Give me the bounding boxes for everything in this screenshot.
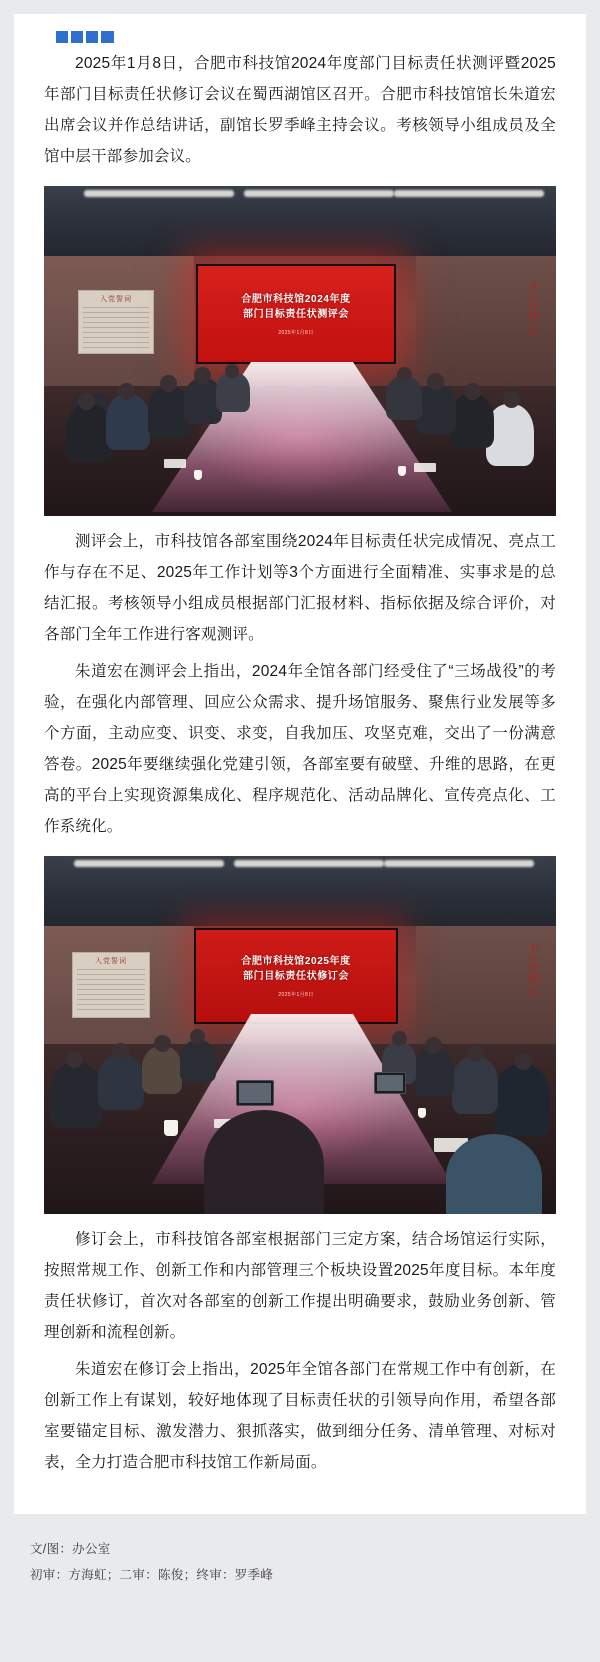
attendee-head	[194, 367, 211, 384]
brand-bar	[14, 14, 586, 48]
screen-title-line2: 部门目标责任状修订会	[243, 971, 349, 982]
article-paragraph: 测评会上，市科技馆各部室围绕2024年目标责任状完成情况、亮点工作与存在不足、2025年工作计划等3个方面进行全面精准、实事求是的总结汇报。考核领导小组成员根据部门汇报材料、指标依据及综合评价，对各部门全年工作进行客观测评。	[44, 533, 556, 643]
attendee	[452, 1056, 498, 1114]
attendee	[50, 1062, 102, 1128]
attendee-head	[397, 367, 412, 382]
cup	[194, 470, 202, 480]
article-card	[14, 14, 586, 1514]
ceiling	[44, 856, 556, 930]
wall-poster-title: 入党誓词	[100, 296, 132, 303]
ceiling-light	[74, 860, 224, 867]
attendee-head	[503, 391, 520, 408]
calligraphy-art: 不忘初心	[525, 943, 540, 999]
presentation-screen	[196, 264, 396, 364]
wall-poster	[78, 290, 154, 354]
ceiling-light	[234, 860, 384, 867]
figure-meeting-assessment	[44, 186, 556, 516]
wall-poster-title: 入党誓词	[95, 958, 127, 965]
laptop	[374, 1072, 406, 1094]
meeting-photo-revision	[44, 856, 556, 1214]
article-paragraph: 朱道宏在修订会上指出，2025年全馆各部门在常规工作中有创新，在创新工作上有谋划，较好地体现了目标责任状的引领导向作用，希望各部室要锚定目标、激发潜力、狠抓落实，做到细分任务、清单管理、对标对表，全力打造合肥市科技馆工作新局面。	[44, 1361, 556, 1471]
paragraph-block-3	[44, 656, 556, 842]
paragraph-block-2	[44, 526, 556, 650]
figure-meeting-revision	[44, 856, 556, 1214]
documents	[164, 459, 186, 468]
attendee	[106, 394, 150, 450]
attendee-head	[78, 393, 95, 410]
ceiling-light	[84, 190, 234, 197]
attendee-head	[112, 1043, 129, 1060]
mosaic-logo-icon	[56, 31, 114, 43]
paragraph-block-5	[44, 1354, 556, 1478]
attendee-head	[118, 383, 135, 400]
attendee	[450, 394, 494, 448]
paragraph-block-1	[44, 48, 556, 172]
article-paragraph: 朱道宏在测评会上指出，2024年全馆各部门经受住了“三场战役”的考验，在强化内部管理、回应公众需求、提升场馆服务、聚焦行业发展等多个方面，主动应变、识变、求变，自我加压、攻坚克难，交出了一份满意答卷。2025年要继续强化党建引领，各部室要有破壁、升维的思路，在更高的平台上实现资源集成化、程序规范化、活动品牌化、宣传亮点化、工作系统化。	[44, 663, 556, 835]
attendee	[180, 1040, 216, 1082]
documents	[414, 463, 436, 472]
attendee-head	[190, 1029, 205, 1044]
attendee-head	[225, 364, 239, 378]
attendee-head	[464, 383, 481, 400]
attendee	[416, 384, 456, 434]
attendee-head	[66, 1051, 83, 1068]
attendee-head	[425, 1037, 442, 1054]
meeting-photo-assessment	[44, 186, 556, 516]
attendee-head	[467, 1045, 484, 1062]
article-content	[14, 48, 586, 1478]
cup	[398, 466, 406, 476]
article-paragraph: 2025年1月8日，合肥市科技馆2024年度部门目标责任状测评暨2025年部门目标责任状修订会议在蜀西湖馆区召开。合肥市科技馆馆长朱道宏出席会议并作总结讲话，副馆长罗季峰主持会议。考核领导小组成员及全馆中层干部参加会议。	[44, 55, 556, 165]
laptop	[236, 1080, 274, 1106]
attendee	[494, 1064, 550, 1136]
footer-credit-review: 初审：方海虹；二审：陈俊；终审：罗季峰	[30, 1568, 274, 1582]
paragraph-block-4	[44, 1224, 556, 1348]
attendee	[386, 376, 422, 420]
ceiling	[44, 186, 556, 260]
attendee	[98, 1054, 144, 1110]
cup	[164, 1120, 178, 1136]
attendee	[216, 372, 250, 412]
attendee-head	[515, 1053, 532, 1070]
screen-title-line1: 合肥市科技馆2024年度	[241, 294, 351, 305]
attendee	[142, 1046, 182, 1094]
ceiling-light	[244, 190, 394, 197]
wall-poster	[72, 952, 150, 1018]
ceiling-light	[384, 860, 534, 867]
article-footer	[14, 1514, 586, 1608]
attendee-head	[160, 375, 177, 392]
cup	[418, 1108, 426, 1118]
footer-credit-author: 文/图：办公室	[30, 1542, 111, 1556]
attendee-head	[154, 1035, 171, 1052]
attendee-head	[427, 373, 444, 390]
screen-title-line2: 部门目标责任状测评会	[243, 309, 349, 320]
wall-poster-text	[77, 969, 145, 1013]
wall-poster-text	[83, 307, 149, 351]
ceiling-light	[394, 190, 544, 197]
presentation-screen	[194, 928, 398, 1024]
attendee-head	[392, 1031, 407, 1046]
foreground-attendee	[204, 1110, 324, 1214]
article-paragraph: 修订会上，市科技馆各部室根据部门三定方案，结合场馆运行实际，按照常规工作、创新工作和内部管理三个板块设置2025年度目标。本年度责任状修订，首次对各部室的创新工作提出明确要求，鼓励业务创新、管理创新和流程创新。	[44, 1231, 556, 1341]
calligraphy-art: 不忘初心	[525, 281, 540, 337]
screen-date: 2025年1月8日	[278, 992, 314, 998]
bottom-spacer	[14, 1608, 586, 1638]
screen-date: 2025年1月8日	[278, 330, 314, 336]
attendee	[414, 1048, 454, 1096]
foreground-attendee	[446, 1134, 542, 1214]
screen-title-line1: 合肥市科技馆2025年度	[241, 956, 351, 967]
